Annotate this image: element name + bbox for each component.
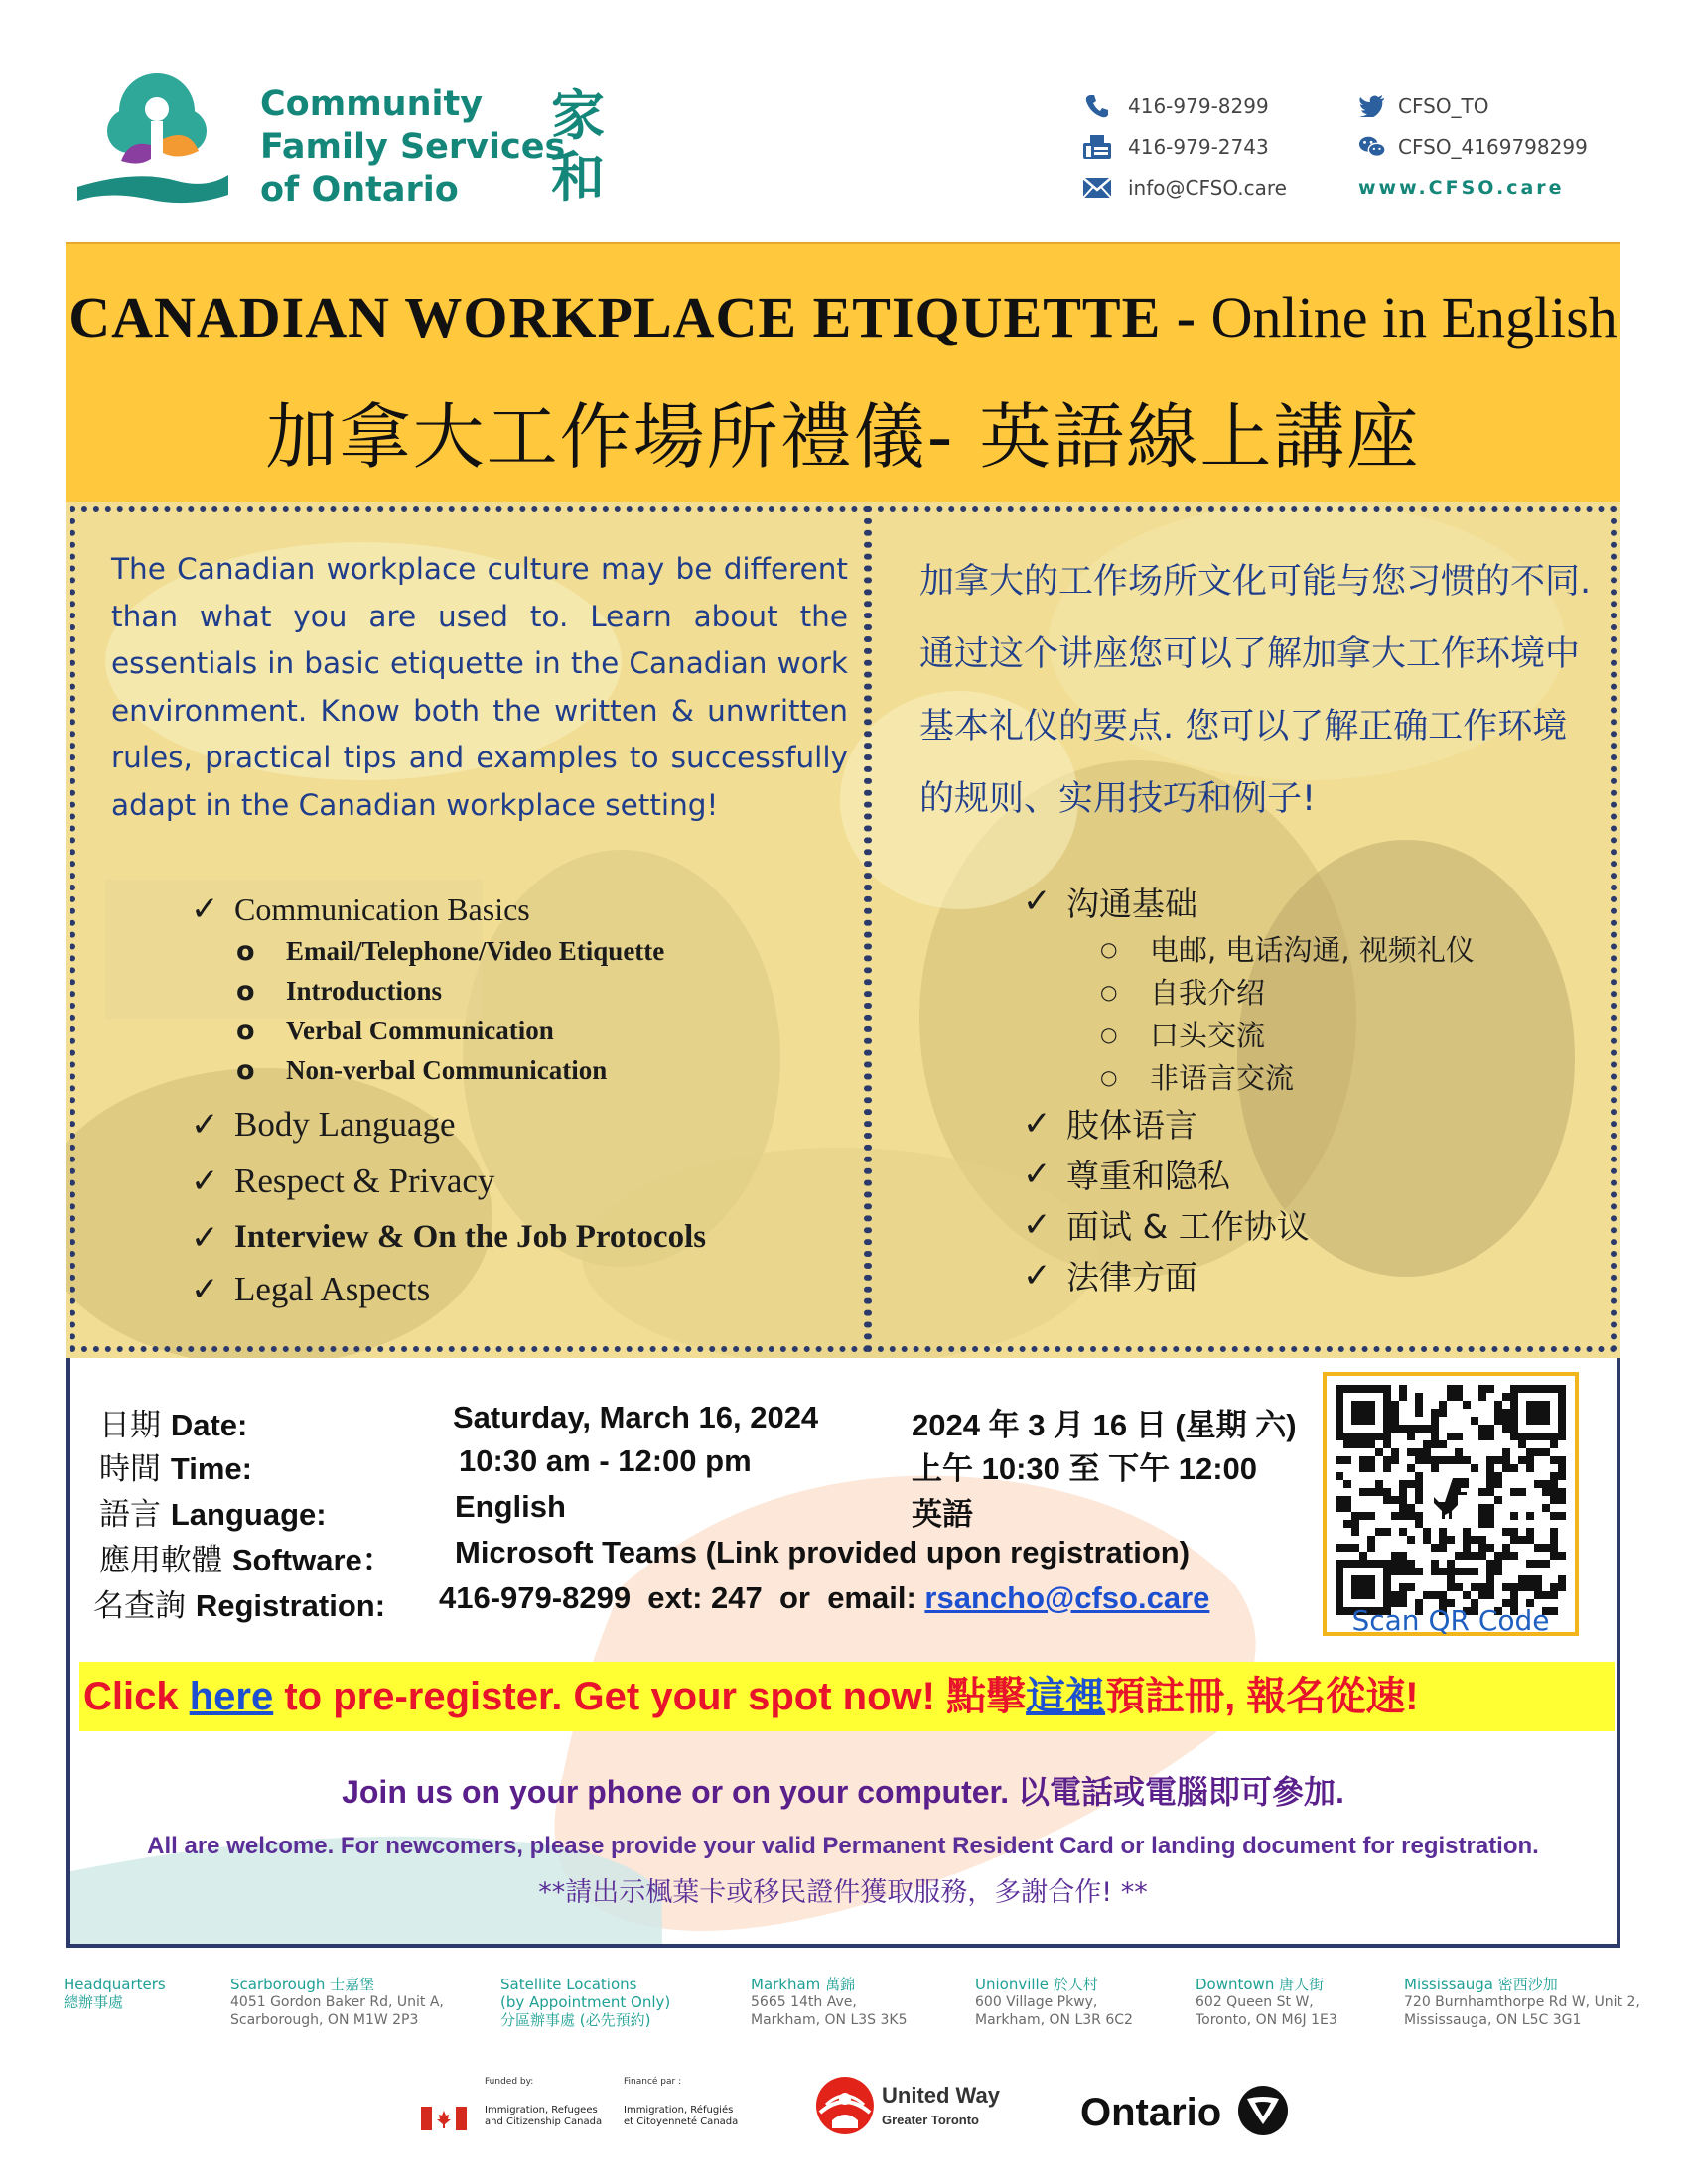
topic-item: ✓ Interview & On the Job Protocols xyxy=(191,1217,707,1258)
software-value: Microsoft Teams (Link provided upon registration) xyxy=(455,1535,1191,1570)
twitter-handle[interactable]: CFSO_TO xyxy=(1398,93,1489,118)
united-way-sub: Greater Toronto xyxy=(882,2113,979,2127)
footer-headquarters: Headquarters 總辦事處 xyxy=(64,1976,166,2011)
course-content xyxy=(66,502,1620,1358)
circle-bullet-icon: o xyxy=(236,1015,255,1046)
footer-downtown: Downtown 唐人街 602 Queen St W, Toronto, ON M6J 1E3 xyxy=(1196,1976,1337,2028)
title-banner xyxy=(66,242,1620,502)
topic-list-chinese xyxy=(1023,876,1475,1300)
pre-register-banner: Click here to pre-register. Get your spot now! 點擊這裡預註冊, 報名從速! xyxy=(79,1662,1615,1731)
subtopic: ○ 非语言交流 xyxy=(1100,1061,1295,1095)
language-value-cn: 英語 xyxy=(912,1497,973,1532)
title-en: CANADIAN WORKPLACE ETIQUETTE - Online in English xyxy=(69,285,1618,349)
registration-label: 名查詢 Registration: xyxy=(93,1588,386,1624)
topic-item: ✓ Respect & Privacy xyxy=(191,1160,495,1201)
time-value: 10:30 am - 12:00 pm xyxy=(459,1443,752,1478)
subtopic: ○ 自我介绍 xyxy=(1100,976,1266,1010)
check-icon: ✓ xyxy=(1023,1154,1052,1194)
communication-subtopics xyxy=(191,931,706,1090)
subtopic: ○ 口头交流 xyxy=(1100,1019,1266,1052)
check-icon: ✓ xyxy=(1023,882,1052,921)
check-icon: ✓ xyxy=(1023,1255,1052,1296)
qr-code-icon xyxy=(1327,1376,1575,1624)
footer-scarborough: Scarborough 士嘉堡 4051 Gordon Baker Rd, Unit A, Scarborough, ON M1W 2P3 xyxy=(230,1976,444,2028)
topic-list-english xyxy=(191,887,706,1313)
funded-by-en: Funded by: xyxy=(485,2077,534,2087)
website-row xyxy=(1358,167,1588,207)
topic-item: ✓ 尊重和隐私 xyxy=(1023,1154,1230,1195)
ircc-en: Immigration, Refugees and Citizenship Canada xyxy=(485,2105,603,2127)
ontario-trillium-icon xyxy=(1237,2085,1289,2136)
contact-right xyxy=(1358,85,1588,207)
topic-item: ✓ Body Language xyxy=(191,1104,456,1145)
wechat-row xyxy=(1358,126,1588,167)
topic-item: ✓ Legal Aspects xyxy=(191,1270,431,1309)
topic-communication-cn: ✓ 沟通基础 xyxy=(1023,882,1197,923)
topic-item: ✓ 法律方面 xyxy=(1023,1255,1197,1297)
contact-left xyxy=(1080,85,1287,207)
date-value-cn: 2024 年 3 月 16 日 (星期 六) xyxy=(912,1408,1297,1442)
welcome-note: All are welcome. For newcomers, please provide your valid Permanent Resident Card or landing document for registration. xyxy=(147,1833,1539,1859)
subtopic: o Email/Telephone/Video Etiquette xyxy=(236,935,665,967)
circle-bullet-icon: ○ xyxy=(1100,979,1118,1004)
join-note: Join us on your phone or on your computer. 以電話或電腦即可參加. xyxy=(342,1774,1344,1810)
canada-flag-icon xyxy=(421,2107,467,2130)
intro-english: The Canadian workplace culture may be different than what you are used to. Learn about the essentials in basic etiquette in the Canadian work environment. Know both the written & unwritten rules, practical tips and examples to successfully adapt in the Canadian workplace setting! xyxy=(111,552,848,822)
subtopic: o Verbal Communication xyxy=(236,1015,554,1046)
email-row xyxy=(1080,167,1287,207)
time-label: 時間 Time: xyxy=(99,1451,252,1487)
other-topics-cn xyxy=(1023,1098,1475,1300)
topic-item: ✓ 肢体语言 xyxy=(1023,1103,1197,1145)
check-icon: ✓ xyxy=(191,1104,219,1145)
cfso-logo-icon xyxy=(68,69,236,218)
date-value: Saturday, March 16, 2024 xyxy=(453,1400,819,1434)
time-value-cn: 上午 10:30 至 下午 12:00 xyxy=(912,1451,1258,1486)
subtopic: o Non-verbal Communication xyxy=(236,1054,608,1086)
circle-bullet-icon: ○ xyxy=(1100,1022,1118,1046)
panel-english xyxy=(70,506,870,1352)
united-way-logo-icon xyxy=(812,2073,878,2134)
event-info xyxy=(66,1358,1620,1948)
united-way-text: United Way xyxy=(882,2083,1000,2108)
welcome-note-cn: **請出示楓葉卡或移民證件獲取服務，多謝合作! ** xyxy=(538,1877,1148,1908)
footer-markham: Markham 萬錦 5665 14th Ave, Markham, ON L3S 3K5 xyxy=(751,1976,908,2028)
circle-bullet-icon: o xyxy=(236,935,255,967)
circle-bullet-icon: o xyxy=(236,975,255,1007)
footer-satellite: Satellite Locations (by Appointment Only) 分區辦事處 (必先預約) xyxy=(500,1976,671,2029)
qr-caption: Scan QR Code xyxy=(1351,1604,1550,1637)
envelope-icon xyxy=(1080,174,1114,202)
pre-register-link[interactable]: here xyxy=(189,1675,274,1718)
check-icon: ✓ xyxy=(191,1160,219,1201)
communication-subtopics-cn xyxy=(1023,927,1475,1098)
language-label: 語言 Language: xyxy=(99,1497,327,1533)
check-icon: ✓ xyxy=(191,1270,219,1309)
website-link[interactable]: www.CFSO.care xyxy=(1358,176,1565,199)
phone-icon xyxy=(1080,92,1114,120)
footer-unionville: Unionville 於人村 600 Village Pkwy, Markham, ON L3R 6C2 xyxy=(975,1976,1133,2028)
funded-by-fr: Financé par : xyxy=(624,2077,682,2087)
subtopic: o Introductions xyxy=(236,975,443,1007)
circle-bullet-icon: ○ xyxy=(1100,1064,1118,1089)
panel-chinese xyxy=(866,506,1617,1352)
fax-row xyxy=(1080,126,1287,167)
fax-icon xyxy=(1080,133,1114,161)
registration-email-link[interactable]: rsancho@cfso.care xyxy=(924,1580,1210,1615)
topic-communication: ✓ Communication Basics xyxy=(191,889,530,929)
circle-bullet-icon: o xyxy=(236,1054,255,1086)
topic-item: ✓ 面试 & 工作协议 xyxy=(1023,1204,1310,1246)
check-icon: ✓ xyxy=(1023,1103,1052,1144)
date-label: 日期 Date: xyxy=(99,1408,248,1443)
other-topics xyxy=(191,1090,706,1313)
subtopic: ○ 电邮, 电话沟通, 视频礼仪 xyxy=(1100,933,1475,967)
phone-number[interactable]: 416-979-8299 xyxy=(1128,93,1269,118)
fax-number: 416-979-2743 xyxy=(1128,134,1269,159)
org-name: Community Family Services of Ontario xyxy=(260,84,566,209)
ontario-text: Ontario xyxy=(1080,2091,1222,2134)
footer-mississauga: Mississauga 密西沙加 720 Burnhamthorpe Rd W, Unit 2, Mississauga, ON L5C 3G1 xyxy=(1404,1976,1640,2028)
org-name-cn: 家 和 xyxy=(551,84,605,208)
check-icon: ✓ xyxy=(191,889,219,929)
check-icon: ✓ xyxy=(191,1217,219,1258)
twitter-row xyxy=(1358,85,1588,126)
registration-value: 416-979-8299 ext: 247 or email: rsancho@cfso.care xyxy=(439,1580,1210,1615)
phone-row xyxy=(1080,85,1287,126)
wechat-id: CFSO_4169798299 xyxy=(1398,134,1588,159)
wechat-icon xyxy=(1358,133,1386,161)
check-icon: ✓ xyxy=(1023,1204,1052,1245)
pre-register-link-cn[interactable]: 這裡 xyxy=(1026,1675,1106,1718)
title-cn: 加拿大工作場所禮儀- 英語線上講座 xyxy=(265,395,1421,478)
circle-bullet-icon: ○ xyxy=(1100,936,1118,961)
twitter-icon xyxy=(1358,92,1386,120)
language-value: English xyxy=(455,1489,566,1524)
email-link[interactable]: info@CFSO.care xyxy=(1128,175,1287,200)
qr-code[interactable] xyxy=(1323,1372,1579,1636)
ircc-fr: Immigration, Réfugiés et Citoyenneté Canada xyxy=(624,2105,739,2127)
software-label: 應用軟體 Software： xyxy=(99,1543,393,1578)
intro-chinese: 加拿大的工作场所文化可能与您习惯的不同. 通过这个讲座您可以了解加拿大工作环境中基本礼仪的要点. 您可以了解正确工作环境的规则、实用技巧和例子! xyxy=(919,562,1592,819)
